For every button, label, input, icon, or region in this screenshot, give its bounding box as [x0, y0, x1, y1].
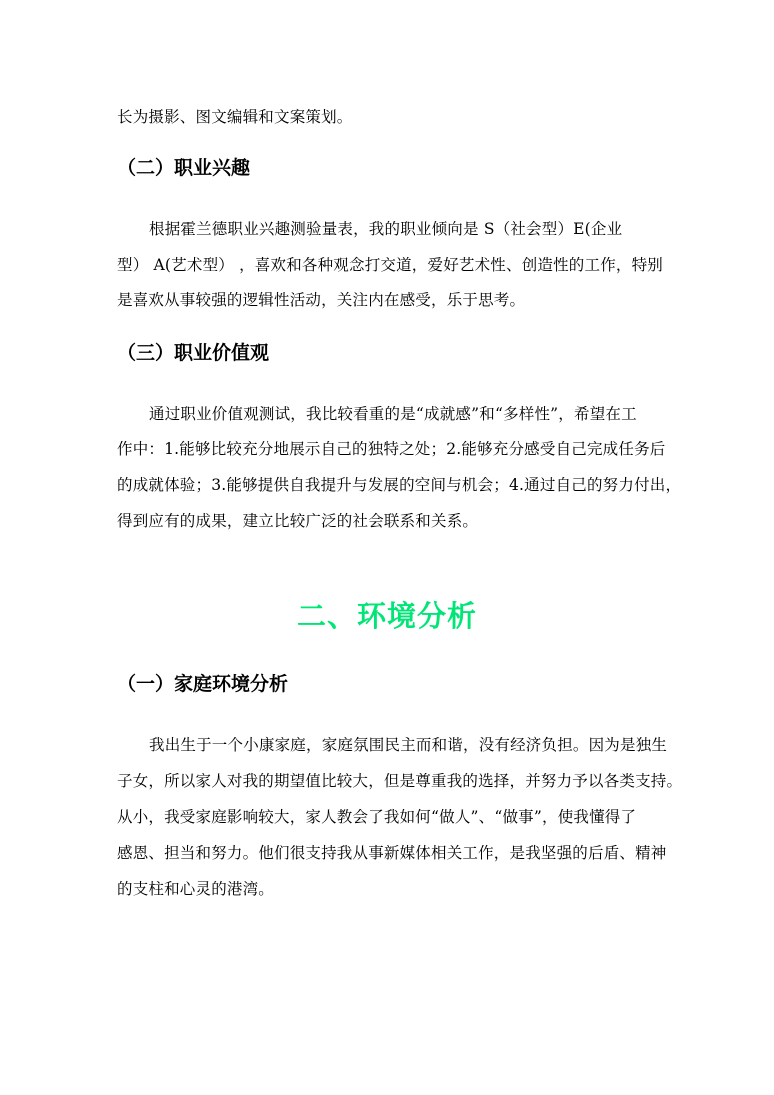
section-title-environment-analysis: 二、环境分析 — [296, 599, 477, 633]
values-paragraph-line-2: 作中：1.能够比较充分地展示自己的独特之处；2.能够充分感受自己完成任务后 — [117, 440, 666, 458]
interest-paragraph-line-3: 是喜欢从事较强的逻辑性活动，关注内在感受，乐于思考。 — [117, 291, 526, 309]
intro-line: 长为摄影、图文编辑和文案策划。 — [117, 108, 353, 126]
heading-career-interest: （二）职业兴趣 — [117, 157, 251, 179]
heading-career-values: （三）职业价值观 — [117, 342, 270, 364]
family-paragraph-line-1: 我出生于一个小康家庭，家庭氛围民主而和谐，没有经济负担。因为是独生 — [149, 736, 668, 754]
interest-paragraph-line-1: 根据霍兰德职业兴趣测验量表，我的职业倾向是 S（社会型）E(企业 — [149, 220, 623, 238]
heading-family-environment: （一）家庭环境分析 — [117, 673, 289, 695]
values-paragraph-line-3: 的成就体验；3.能够提供自我提升与发展的空间与机会；4.通过自己的努力付出， — [117, 476, 682, 494]
values-paragraph-line-1: 通过职业价值观测试，我比较看重的是“成就感”和“多样性”，希望在工 — [149, 405, 637, 423]
family-paragraph-line-5: 的支柱和心灵的港湾。 — [117, 880, 275, 898]
family-paragraph-line-3: 从小，我受家庭影响较大，家人教会了我如何“做人”、“做事”，使我懂得了 — [117, 808, 637, 826]
family-paragraph-line-2: 子女，所以家人对我的期望值比较大，但是尊重我的选择，并努力予以各类支持。 — [117, 772, 683, 790]
interest-paragraph-line-2: 型） A(艺术型） ，喜欢和各种观念打交道，爱好艺术性、创造性的工作，特别 — [117, 256, 663, 274]
values-paragraph-line-4: 得到应有的成果，建立比较广泛的社会联系和关系。 — [117, 512, 479, 530]
family-paragraph-line-4: 感恩、担当和努力。他们很支持我从事新媒体相关工作，是我坚强的后盾、精神 — [117, 844, 667, 862]
